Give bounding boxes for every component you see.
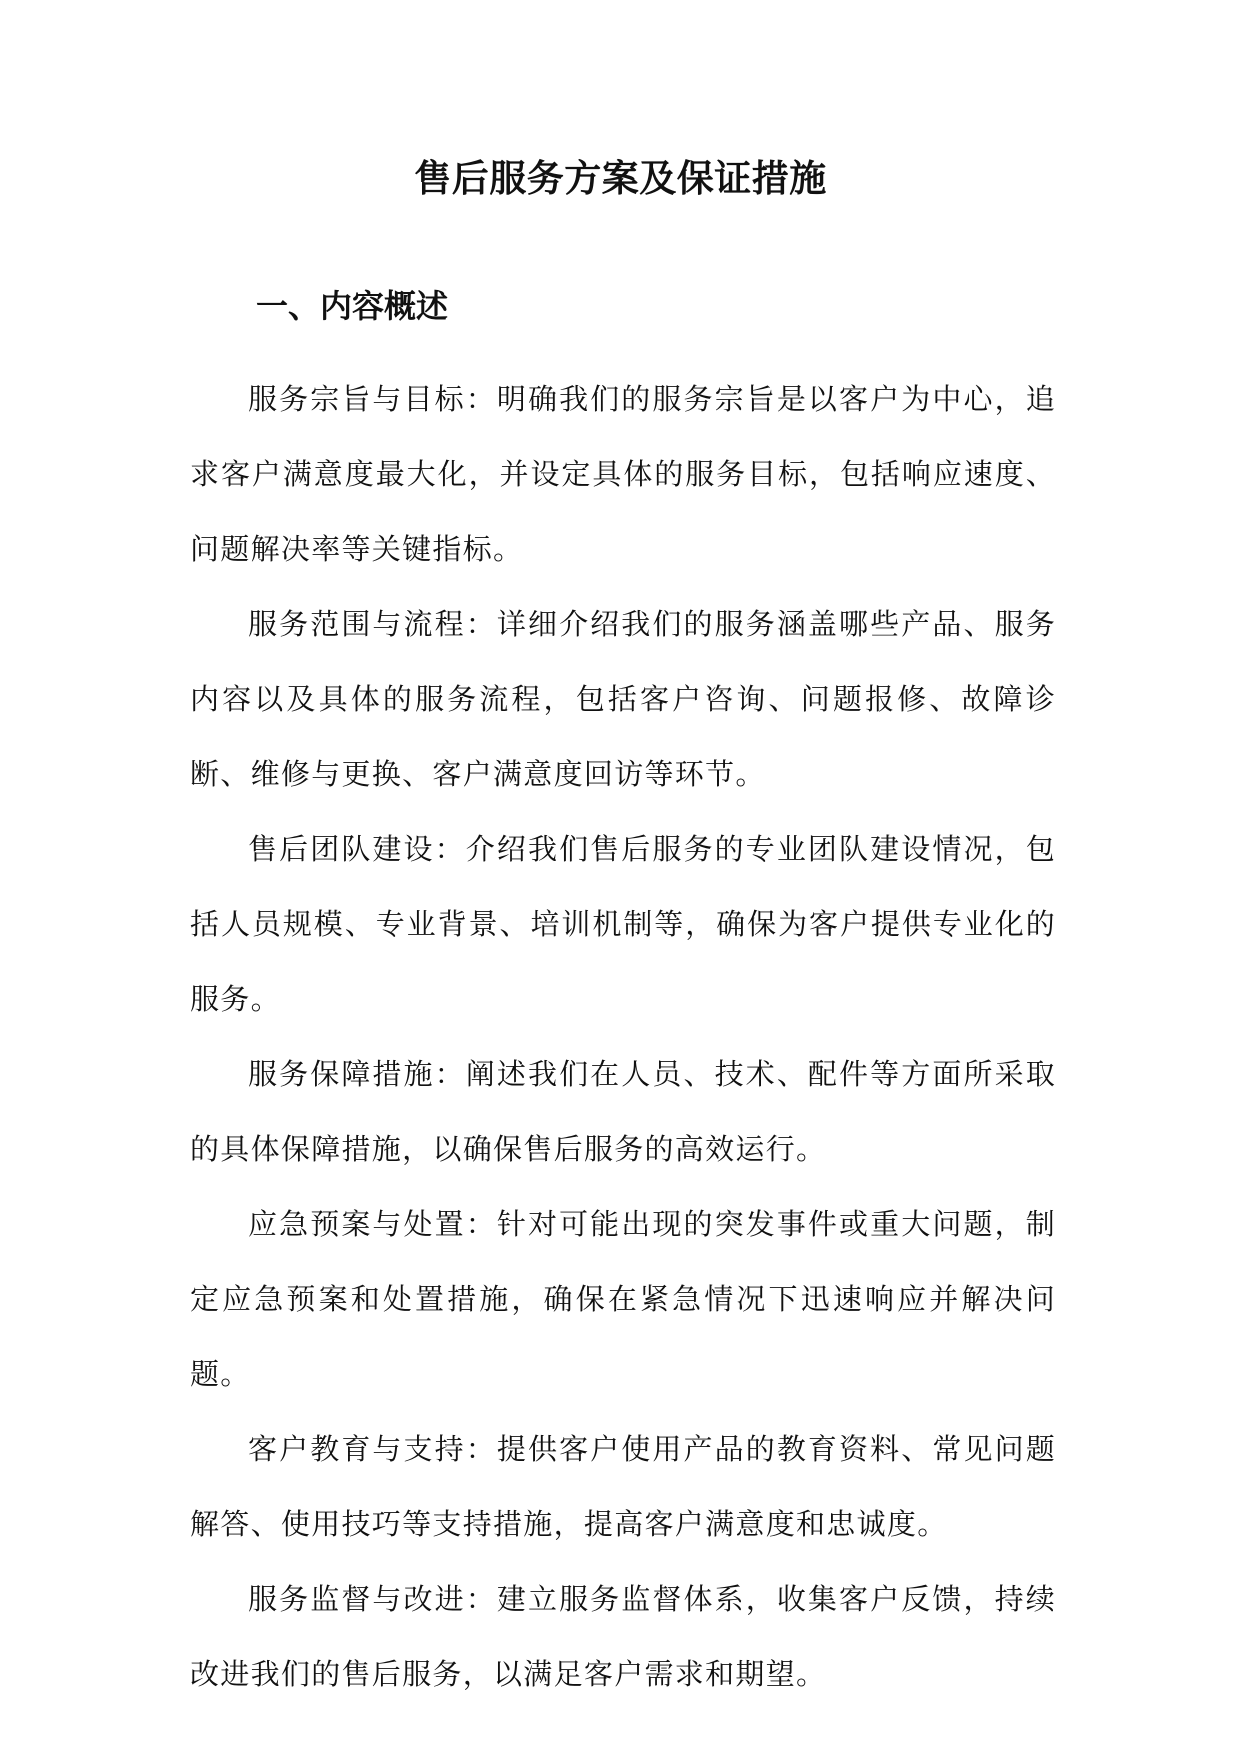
paragraph-emergency-plan: 应急预案与处置：针对可能出现的突发事件或重大问题，制定应急预案和处置措施，确保在紧急情况下迅速响应并解决问题。 xyxy=(190,1207,1056,1391)
document-body xyxy=(190,362,1056,1712)
section-heading: 一、内容概述 xyxy=(256,287,449,325)
paragraph-customer-education: 客户教育与支持：提供客户使用产品的教育资料、常见问题解答、使用技巧等支持措施，提高客户满意度和忠诚度。 xyxy=(190,1432,1056,1541)
paragraph-service-purpose: 服务宗旨与目标：明确我们的服务宗旨是以客户为中心，追求客户满意度最大化，并设定具体的服务目标，包括响应速度、问题解决率等关键指标。 xyxy=(190,382,1056,566)
paragraph-service-scope: 服务范围与流程：详细介绍我们的服务涵盖哪些产品、服务内容以及具体的服务流程，包括客户咨询、问题报修、故障诊断、维修与更换、客户满意度回访等环节。 xyxy=(190,607,1056,791)
document-title: 售后服务方案及保证措施 xyxy=(414,156,827,200)
paragraph-service-guarantee: 服务保障措施：阐述我们在人员、技术、配件等方面所采取的具体保障措施，以确保售后服务的高效运行。 xyxy=(190,1057,1056,1166)
paragraph-team-building: 售后团队建设：介绍我们售后服务的专业团队建设情况，包括人员规模、专业背景、培训机制等，确保为客户提供专业化的服务。 xyxy=(190,832,1056,1016)
paragraph-service-supervision: 服务监督与改进：建立服务监督体系，收集客户反馈，持续改进我们的售后服务，以满足客户需求和期望。 xyxy=(190,1582,1056,1691)
